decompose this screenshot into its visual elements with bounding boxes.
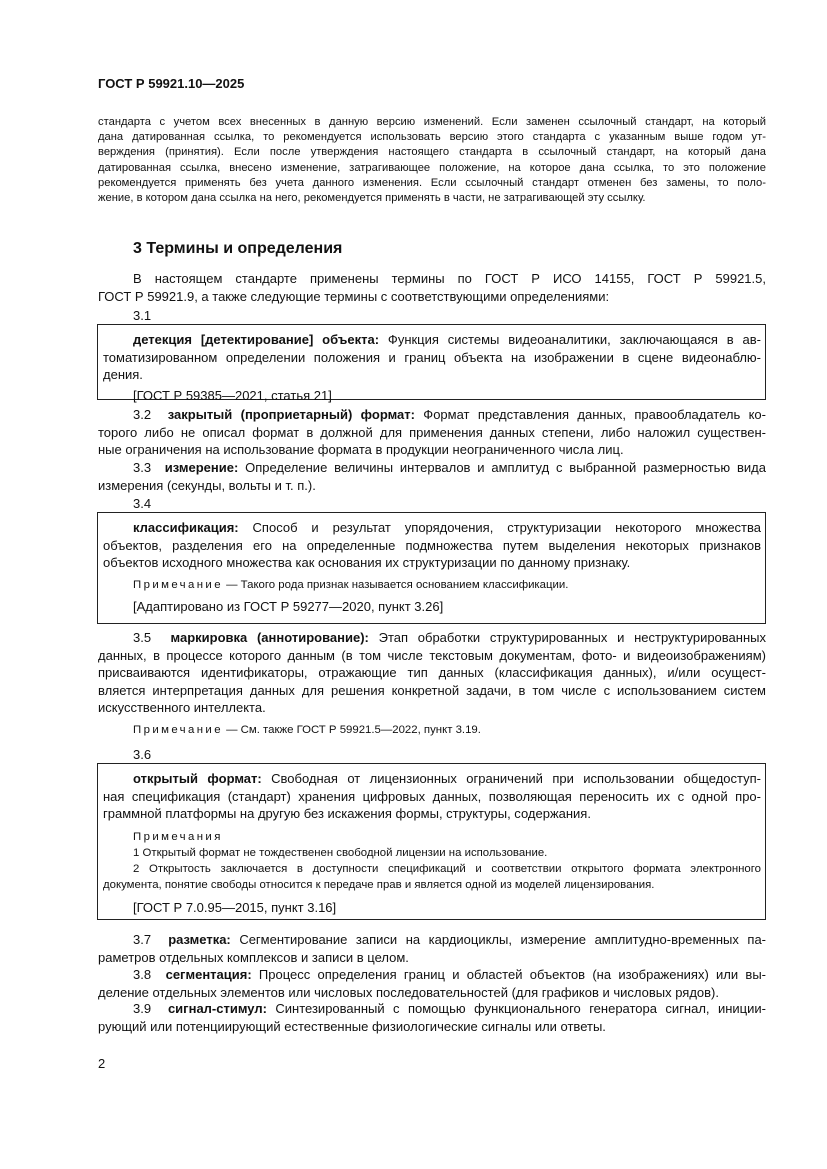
document-header: ГОСТ Р 59921.10—2025 [98,76,245,91]
term-3-5 [98,629,766,717]
term-definition-line: ная спецификация (стандарт) хранения цифровых данных, позволяющая переносить их с одной про- [103,788,761,804]
term-number: 3.6 [133,747,152,762]
term-definition-line: деление отдельных элементов или числовых последовательностей (для графиков и числовых рядов). [98,984,719,1000]
term-name: маркировка (аннотирование): [170,630,369,645]
term-definition-line: дения. [103,367,143,382]
term-name: сигнал-стимул: [167,1001,267,1016]
term-name: разметка: [168,932,231,947]
term-3-2 [98,406,766,459]
term-3-7 [98,931,766,966]
intro-line: дана датированная ссылка, то рекомендуется использовать версию этого стандарта с указанным выше годом ут- [98,131,766,144]
term-note: Примечание — См. также ГОСТ Р 59921.5—2022, пункт 3.19. [133,724,481,736]
term-3-9 [98,1000,766,1035]
term-box-3-6 [97,763,766,920]
term-name: детекция [детектирование] объекта: [133,332,380,347]
term-definition-line: присваиваются идентификаторы, отражающие тип данных (классификация данных), и/или осущест- [98,665,766,680]
term-definition-line: вляется интерпретация данных для решения конкретной задачи, в том числе с использованием систем [98,682,766,698]
term-name: измерение: [164,460,239,475]
preface-line: В настоящем стандарте применены термины по ГОСТ Р ИСО 14155, ГОСТ Р 59921.5, [133,271,766,286]
notes-label: Примечания [133,830,223,843]
intro-line: верждения (принятия). Если после утверждения настоящего стандарта в ссылочный стандарт, на который дана [98,146,766,159]
term-3-8 [98,966,766,1001]
term-definition-line: раметров отдельных комплексов и записи в целом. [98,949,409,965]
term-definition-line: 3.5 маркировка (аннотирование): Этап обработки структурированных и неструктурированных [133,630,766,645]
term-source: [ГОСТ Р 59385—2021, статья 21] [133,387,332,403]
term-number: 3.1 [133,308,152,323]
term-box-3-1 [97,324,766,403]
term-definition-line: детекция [детектирование] объекта: Функция системы видеоаналитики, заключающаяся в ав- [133,332,761,347]
note-item: документа, понятие свободы относится к передаче прав и является одной из моделей лицензирования. [103,878,655,891]
note-item: 1 Открытый формат не тождественен свободной лицензии на использование. [133,846,548,859]
term-source: [Адаптировано из ГОСТ Р 59277—2020, пункт 3.26] [133,598,444,614]
section-title: 3 Термины и определения [133,240,343,257]
term-definition-line: 3.9 сигнал-стимул: Синтезированный с помощью функционального генератора сигнал, иниции- [133,1001,766,1016]
term-name: закрытый (проприетарный) формат: [167,407,415,422]
intro-line: датированная ссылка, внесено изменение, затрагивающее положение, на которое дана ссылка, то это положение [98,161,766,174]
term-definition-line: рующий или потенциирующий естественные физиологические сигналы или ответы. [98,1018,606,1034]
term-definition-line: объектов, разделения его на определенные подмножества путем выделения некоторых признаков [103,537,761,553]
term-definition-line: 3.8 сегментация: Процесс определения границ и областей объектов (на изображениях) или вы- [133,967,766,982]
term-note: Примечание — Такого рода признак называется основанием классификации. [133,578,569,591]
term-definition-line: торого либо не описал формат в должной для применения данных степени, либо наложил существен- [98,424,766,440]
section-preface [98,270,766,305]
term-definition-line: измерения (секунды, вольты и т. п.). [98,477,316,493]
term-definition-line: 3.3 измерение: Определение величины интервалов и амплитуд с выбранной размерностью вида [133,460,766,475]
term-definition-line: данных, в процессе которого данным (в том числе текстовым документам, фото- и видеоизображениям) [98,647,766,663]
term-definition-line: 3.2 закрытый (проприетарный) формат: Формат представления данных, правообладатель ко- [133,407,766,422]
note-item: 2 Открытость заключается в доступности спецификаций и соответствии открытого формата электронного [133,862,761,875]
term-name: классификация: [133,520,239,535]
term-definition-line: томатизированном определении положения и границ объекта на изображении в сцене видеонаблю- [103,349,761,365]
term-3-3 [98,459,766,494]
term-notes [103,829,761,893]
term-definition-line: 3.7 разметка: Сегментирование записи на кардиоциклы, измерение амплитудно-временных па- [133,932,767,947]
term-definition-line: объектов исходного множества как основания их структуризации по данному признаку. [103,555,631,570]
term-name: открытый формат: [133,771,262,786]
term-source: [ГОСТ Р 7.0.95—2015, пункт 3.16] [133,899,337,915]
term-number: 3.4 [133,496,152,511]
term-definition-line: ные ограничения на использование формата в продукции неограниченного числа лиц. [98,442,624,457]
intro-line: жение, в котором дана ссылка на него, рекомендуется применять в части, не затрагивающей эту ссылку. [98,192,646,205]
term-definition-line: граммной платформы на другую без искажения формы, структуры, содержания. [103,806,591,821]
term-name: сегментация: [165,967,252,982]
term-definition-line: классификация: Способ и результат упорядочения, структуризации некоторого множества [133,520,761,535]
term-definition-line: искусственного интеллекта. [98,700,266,715]
preface-line: ГОСТ Р 59921.9, а также следующие термины с соответствующими определениями: [98,288,610,304]
term-box-3-4 [97,512,766,624]
intro-line: рекомендуется применять без учета данного изменения. Если ссылочный стандарт отменен без замены, то поло- [98,176,766,189]
intro-paragraph [98,115,766,206]
page-number: 2 [98,1056,106,1071]
term-definition-line: открытый формат: Свободная от лицензионных ограничений при использовании общедоступ- [133,771,761,786]
intro-line: стандарта с учетом всех внесенных в данную версию изменений. Если заменен ссылочный стандарт, на который [98,116,766,128]
